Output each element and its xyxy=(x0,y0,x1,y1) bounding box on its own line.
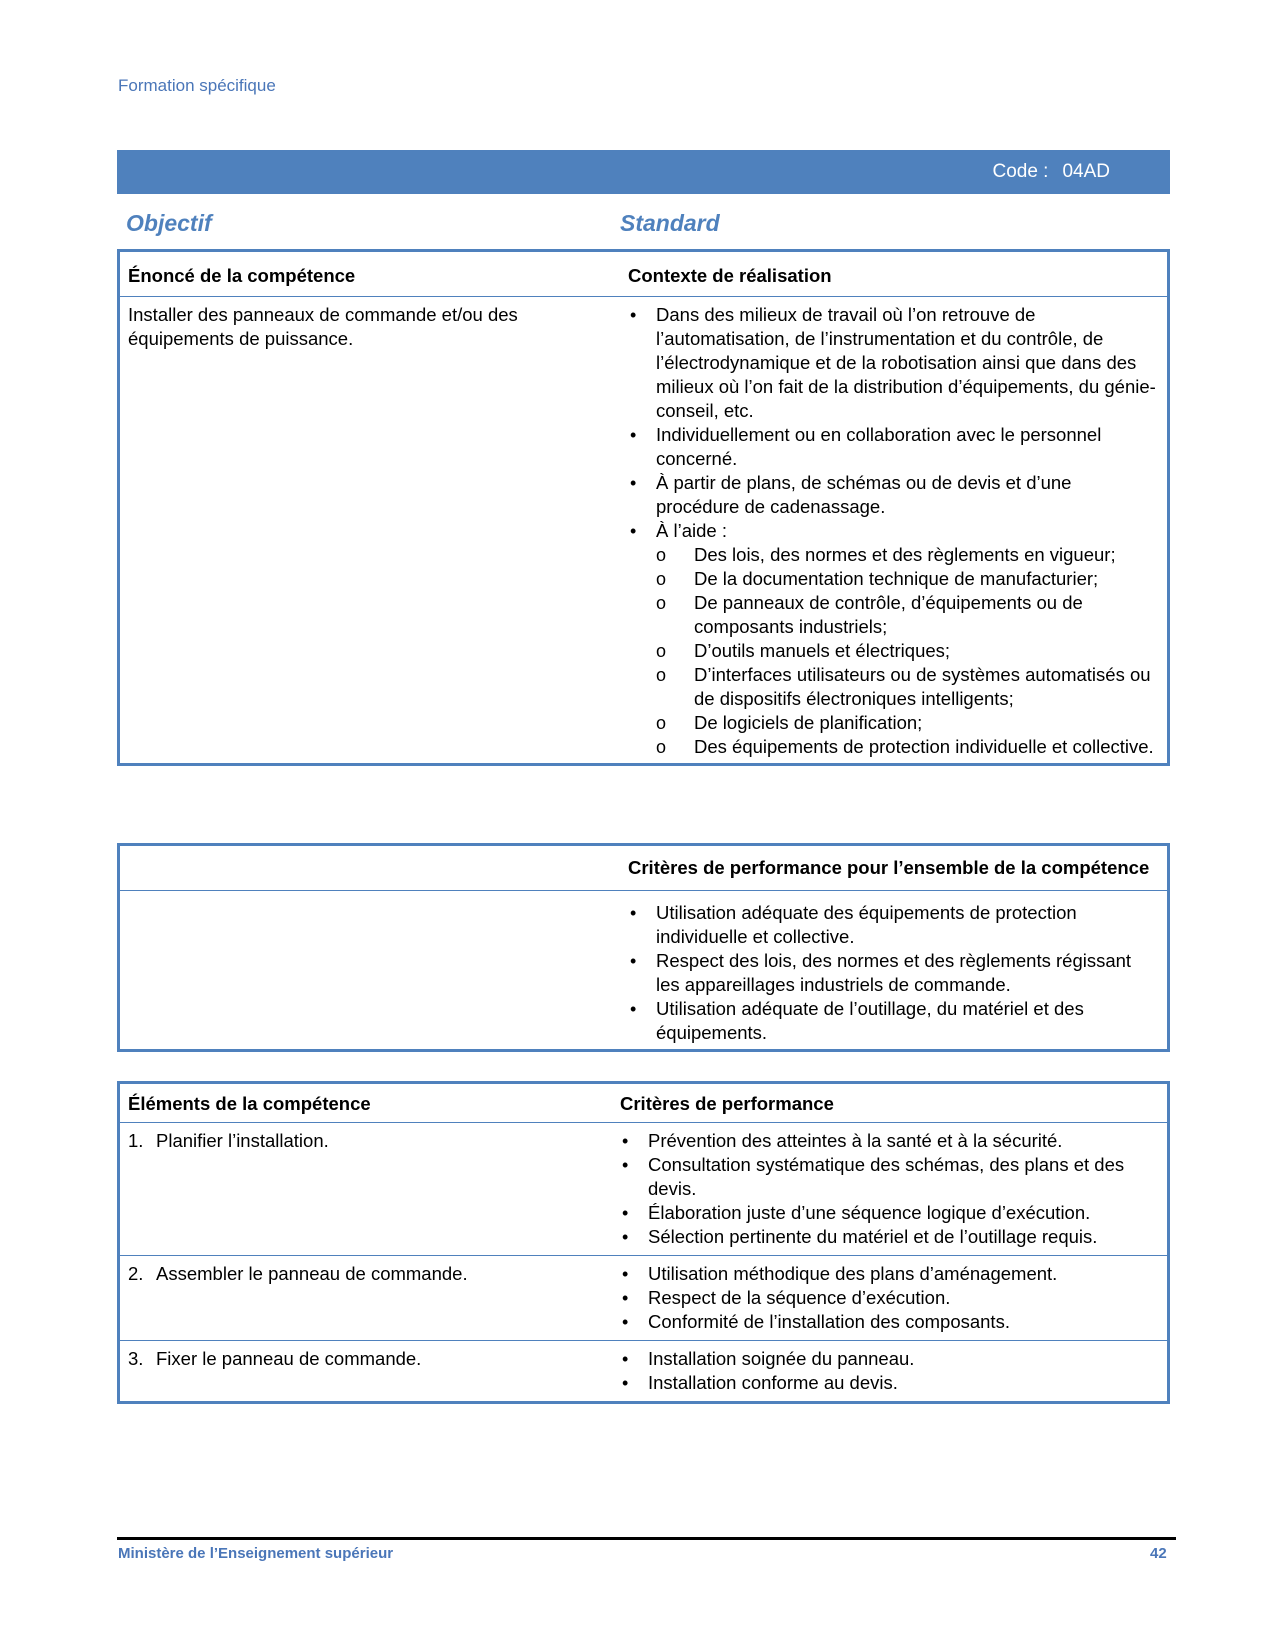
element-criteria xyxy=(620,1341,1167,1401)
objectif-title: Objectif xyxy=(126,210,212,236)
context-list xyxy=(620,297,1167,763)
overall-criteria-header-row xyxy=(120,846,1167,891)
element-row-3 xyxy=(120,1341,1167,1401)
aid-item: o De la documentation technique de manufacturier; xyxy=(656,567,1157,591)
overall-criteria-table xyxy=(117,843,1170,1052)
competence-body-row xyxy=(120,297,1167,763)
elements-table xyxy=(117,1081,1170,1404)
overall-criterion: • Utilisation adéquate de l’outillage, du matériel et des équipements. xyxy=(628,997,1147,1045)
element-number: 3. xyxy=(128,1348,144,1369)
element-number: 1. xyxy=(128,1130,144,1151)
element-number: 2. xyxy=(128,1263,144,1284)
criterion: • Consultation systématique des schémas, des plans et des devis. xyxy=(620,1153,1157,1201)
criterion: • Installation conforme au devis. xyxy=(620,1371,1157,1395)
statement-header: Énoncé de la compétence xyxy=(128,265,356,286)
competence-table xyxy=(117,249,1170,766)
element-label xyxy=(120,1341,620,1401)
elements-header: Éléments de la compétence xyxy=(128,1093,371,1114)
element-row-1 xyxy=(120,1123,1167,1256)
standard-title: Standard xyxy=(620,210,720,236)
code-label: Code : xyxy=(992,161,1049,182)
element-criteria xyxy=(620,1123,1167,1255)
code-band xyxy=(117,150,1170,194)
criterion: • Sélection pertinente du matériel et de l’outillage requis. xyxy=(620,1225,1157,1249)
criterion: • Élaboration juste d’une séquence logique d’exécution. xyxy=(620,1201,1157,1225)
aid-item: o Des lois, des normes et des règlements en vigueur; xyxy=(656,543,1157,567)
competence-statement: Installer des panneaux de commande et/ou des équipements de puissance. xyxy=(128,304,518,349)
context-item: • Dans des milieux de travail où l’on retrouve de l’automatisation, de l’instrumentation et du contrôle, de l’électrodynamique et de la robotisation ainsi que dans des milieux où l’on fait de la distribution d’équipements, du génie-conseil, etc. xyxy=(628,303,1157,423)
criterion: • Respect de la séquence d’exécution. xyxy=(620,1286,1157,1310)
element-criteria xyxy=(620,1256,1167,1340)
overall-criteria-body-row xyxy=(120,891,1167,1049)
aid-item: o De panneaux de contrôle, d’équipements ou de composants industriels; xyxy=(656,591,1157,639)
element-label xyxy=(120,1123,620,1255)
aid-item: o D’interfaces utilisateurs ou de systèmes automatisés ou de dispositifs électroniques intelligents; xyxy=(656,663,1157,711)
performance-header: Critères de performance xyxy=(620,1093,834,1114)
context-item: • Individuellement ou en collaboration avec le personnel concerné. xyxy=(628,423,1157,471)
aids-list xyxy=(656,543,1157,759)
aid-item: o Des équipements de protection individuelle et collective. xyxy=(656,735,1157,759)
page-number: 42 xyxy=(1150,1545,1167,1562)
element-label xyxy=(120,1256,620,1340)
context-item-aids xyxy=(628,519,1157,759)
elements-header-row xyxy=(120,1084,1167,1123)
element-text: Planifier l’installation. xyxy=(156,1130,329,1151)
overall-criteria-list xyxy=(620,891,1167,1049)
element-text: Fixer le panneau de commande. xyxy=(156,1348,422,1369)
overall-criterion: • Respect des lois, des normes et des règlements régissant les appareillages industriels de commande. xyxy=(628,949,1147,997)
running-title: Formation spécifique xyxy=(118,76,276,95)
aid-item: o D’outils manuels et électriques; xyxy=(656,639,1157,663)
element-row-2 xyxy=(120,1256,1167,1341)
criterion: • Prévention des atteintes à la santé et à la sécurité. xyxy=(620,1129,1157,1153)
criterion: • Conformité de l’installation des composants. xyxy=(620,1310,1157,1334)
aid-item: o De logiciels de planification; xyxy=(656,711,1157,735)
criterion: • Utilisation méthodique des plans d’aménagement. xyxy=(620,1262,1157,1286)
footer-rule xyxy=(117,1537,1176,1540)
overall-criterion: • Utilisation adéquate des équipements de protection individuelle et collective. xyxy=(628,901,1147,949)
competence-header-row xyxy=(120,252,1167,297)
criterion: • Installation soignée du panneau. xyxy=(620,1347,1157,1371)
code-value: 04AD xyxy=(1062,161,1110,182)
context-item: • À partir de plans, de schémas ou de devis et d’une procédure de cadenassage. xyxy=(628,471,1157,519)
context-header: Contexte de réalisation xyxy=(628,265,832,286)
element-text: Assembler le panneau de commande. xyxy=(156,1263,468,1284)
footer-ministry: Ministère de l’Enseignement supérieur xyxy=(118,1545,394,1562)
aids-intro: À l’aide : xyxy=(656,520,727,541)
overall-criteria-header: Critères de performance pour l’ensemble de la compétence xyxy=(628,857,1150,878)
